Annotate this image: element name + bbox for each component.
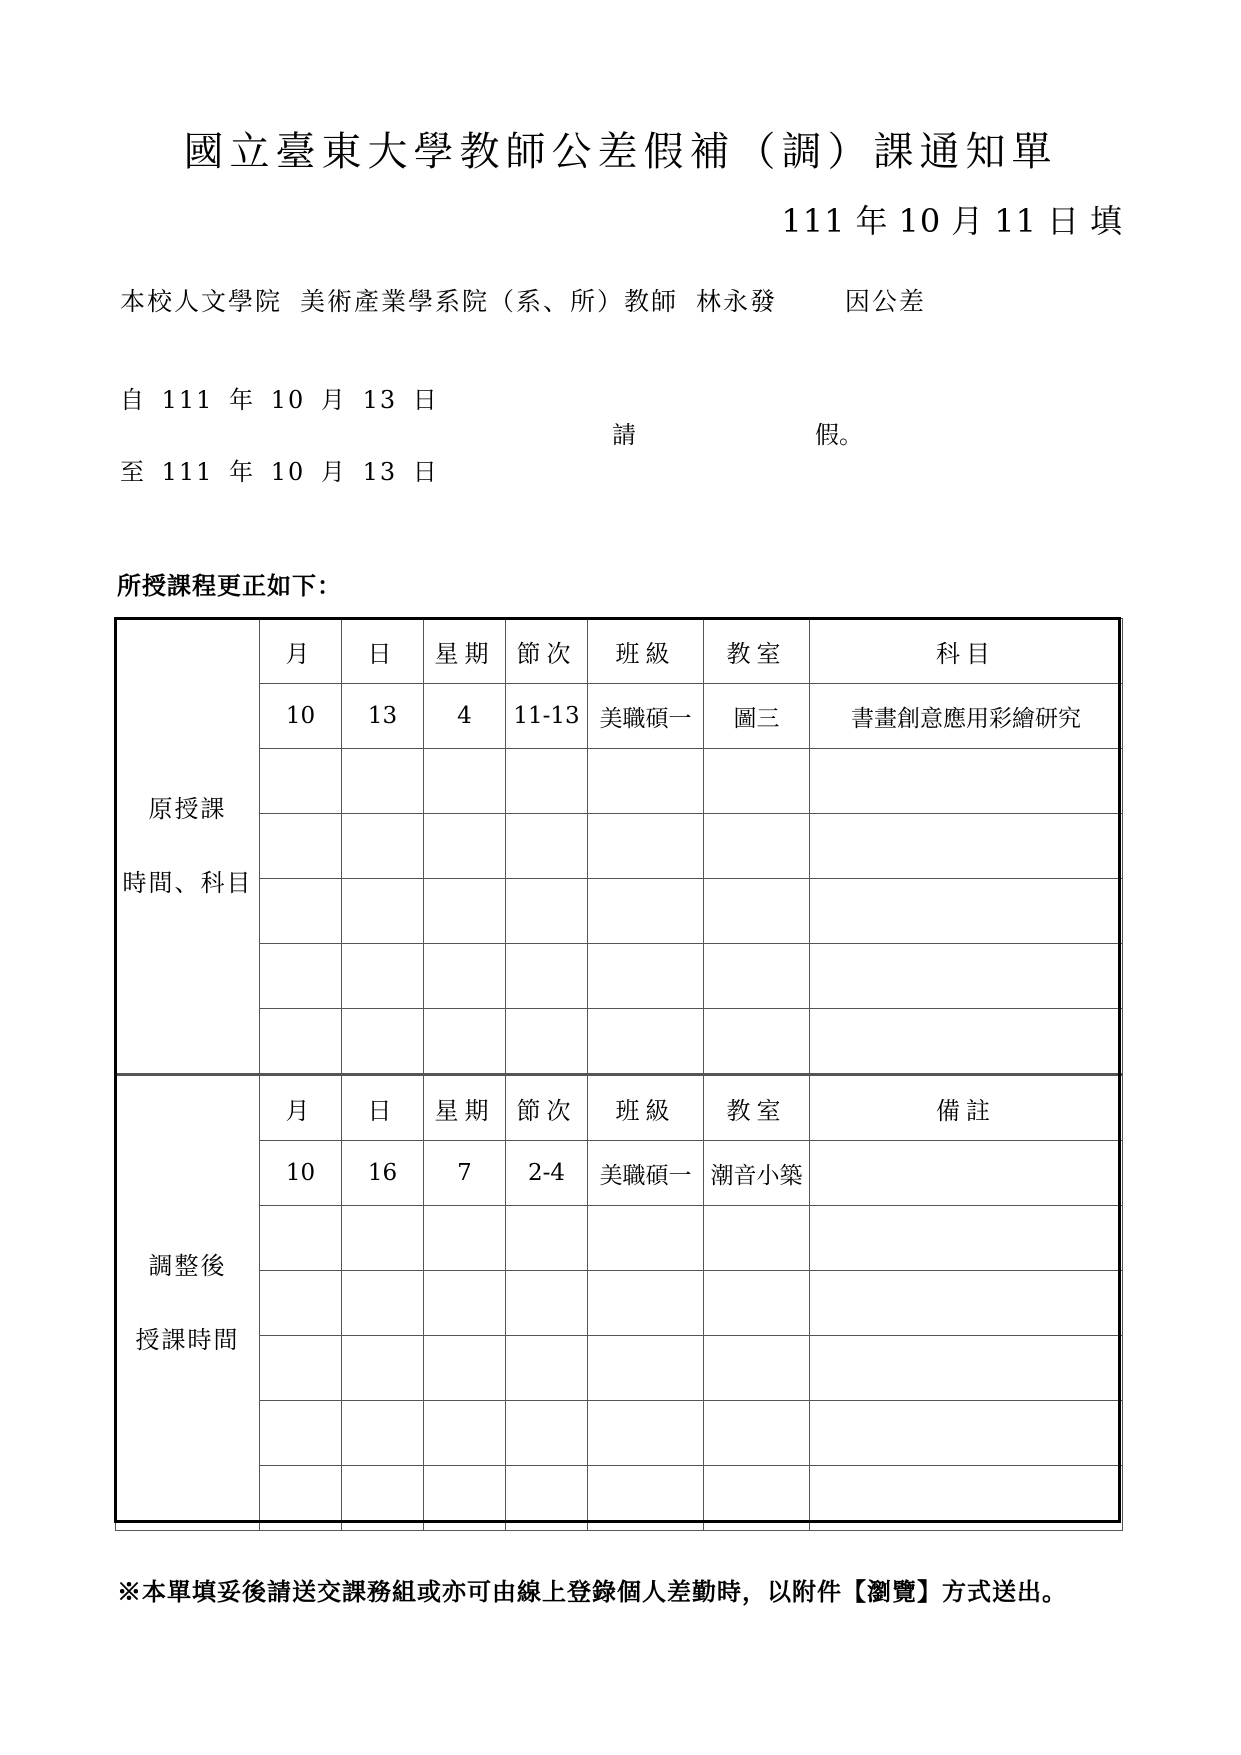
adjusted-cell bbox=[810, 1141, 1123, 1206]
adjusted-cell bbox=[810, 1336, 1123, 1401]
adjusted-cell bbox=[260, 1401, 342, 1466]
adjusted-header-day: 日 bbox=[342, 1075, 424, 1141]
original-cell bbox=[260, 879, 342, 944]
to-year: 111 bbox=[161, 458, 214, 486]
table-row bbox=[116, 684, 1123, 749]
original-cell bbox=[342, 814, 424, 879]
to-month-unit: 月 bbox=[320, 458, 347, 486]
original-cell bbox=[260, 814, 342, 879]
adjusted-header-row bbox=[116, 1075, 1123, 1141]
original-cell: 11-13 bbox=[506, 684, 588, 749]
original-cell bbox=[506, 879, 588, 944]
original-cell bbox=[810, 944, 1123, 1009]
original-cell bbox=[588, 1009, 704, 1075]
adjusted-cell bbox=[424, 1271, 506, 1336]
adjusted-cell bbox=[342, 1466, 424, 1531]
adjusted-cell: 16 bbox=[342, 1141, 424, 1206]
adjusted-header-period: 節次 bbox=[506, 1075, 588, 1141]
adjusted-cell bbox=[810, 1466, 1123, 1531]
course-table bbox=[115, 618, 1123, 1531]
original-cell bbox=[260, 749, 342, 814]
adjusted-cell bbox=[424, 1401, 506, 1466]
adjusted-cell bbox=[506, 1206, 588, 1271]
original-cell bbox=[260, 944, 342, 1009]
original-cell bbox=[588, 749, 704, 814]
adjusted-header-remarks: 備註 bbox=[810, 1075, 1123, 1141]
original-cell bbox=[704, 944, 810, 1009]
adjusted-cell bbox=[810, 1206, 1123, 1271]
original-header-room: 教室 bbox=[704, 619, 810, 684]
adjusted-cell bbox=[704, 1401, 810, 1466]
adjusted-cell bbox=[424, 1466, 506, 1531]
leave-jia: 假。 bbox=[815, 421, 863, 449]
table-row bbox=[116, 1466, 1123, 1531]
adjusted-header-class: 班級 bbox=[588, 1075, 704, 1141]
filled-year: 111 bbox=[781, 202, 846, 240]
original-header-subject: 科目 bbox=[810, 619, 1123, 684]
original-cell bbox=[424, 814, 506, 879]
original-cell bbox=[342, 944, 424, 1009]
adjusted-cell bbox=[424, 1336, 506, 1401]
original-cell bbox=[342, 879, 424, 944]
adjusted-section-label bbox=[116, 1075, 260, 1531]
applicant-line bbox=[120, 282, 934, 318]
adjusted-cell bbox=[260, 1271, 342, 1336]
filled-date bbox=[771, 196, 1123, 242]
table-row bbox=[116, 1401, 1123, 1466]
adjusted-label-line2: 授課時間 bbox=[135, 1326, 240, 1354]
adjusted-cell bbox=[260, 1466, 342, 1531]
original-cell bbox=[342, 1009, 424, 1075]
adjusted-header-weekday: 星期 bbox=[424, 1075, 506, 1141]
table-row bbox=[116, 814, 1123, 879]
original-header-period: 節次 bbox=[506, 619, 588, 684]
original-cell bbox=[506, 749, 588, 814]
original-cell bbox=[704, 1009, 810, 1075]
original-cell bbox=[506, 814, 588, 879]
original-header-month: 月 bbox=[260, 619, 342, 684]
adjusted-cell bbox=[588, 1336, 704, 1401]
from-day: 13 bbox=[362, 386, 398, 414]
filled-month-unit: 月 bbox=[951, 202, 985, 240]
adjusted-cell bbox=[810, 1401, 1123, 1466]
table-row bbox=[116, 879, 1123, 944]
original-cell bbox=[810, 879, 1123, 944]
adjusted-cell bbox=[342, 1206, 424, 1271]
adjusted-cell bbox=[260, 1336, 342, 1401]
to-label: 至 bbox=[120, 458, 146, 486]
table-row bbox=[116, 944, 1123, 1009]
original-cell bbox=[588, 879, 704, 944]
original-header-weekday: 星期 bbox=[424, 619, 506, 684]
from-year: 111 bbox=[161, 386, 214, 414]
table-row bbox=[116, 1271, 1123, 1336]
adjusted-cell bbox=[342, 1271, 424, 1336]
filled-day: 11 bbox=[994, 202, 1037, 240]
adjusted-cell: 潮音小築 bbox=[704, 1141, 810, 1206]
original-cell bbox=[424, 749, 506, 814]
original-label-line1: 原授課 bbox=[148, 795, 227, 823]
original-cell: 美職碩一 bbox=[588, 684, 704, 749]
original-cell bbox=[704, 814, 810, 879]
adjusted-cell: 10 bbox=[260, 1141, 342, 1206]
adjusted-cell bbox=[588, 1401, 704, 1466]
original-cell bbox=[260, 1009, 342, 1075]
period-from bbox=[120, 380, 445, 415]
adjusted-cell bbox=[588, 1466, 704, 1531]
to-day-unit: 日 bbox=[412, 458, 439, 486]
adjusted-cell bbox=[506, 1466, 588, 1531]
original-header-day: 日 bbox=[342, 619, 424, 684]
original-cell: 4 bbox=[424, 684, 506, 749]
adjusted-cell bbox=[506, 1336, 588, 1401]
from-day-unit: 日 bbox=[412, 386, 439, 414]
original-cell bbox=[810, 814, 1123, 879]
form-title: 國立臺東大學教師公差假補（調）課通知單 bbox=[183, 129, 1058, 175]
adjusted-cell: 美職碩一 bbox=[588, 1141, 704, 1206]
original-cell bbox=[810, 749, 1123, 814]
adjusted-cell bbox=[704, 1466, 810, 1531]
adjusted-cell bbox=[810, 1271, 1123, 1336]
adjusted-cell bbox=[260, 1206, 342, 1271]
original-cell bbox=[424, 1009, 506, 1075]
original-cell bbox=[342, 749, 424, 814]
original-label-line2: 時間、科目 bbox=[122, 869, 253, 897]
original-cell bbox=[506, 944, 588, 1009]
adjusted-cell bbox=[342, 1336, 424, 1401]
original-cell bbox=[588, 944, 704, 1009]
applicant-prefix: 本校人文學院 bbox=[120, 287, 283, 316]
original-cell bbox=[424, 944, 506, 1009]
adjusted-header-month: 月 bbox=[260, 1075, 342, 1141]
original-header-row bbox=[116, 619, 1123, 684]
original-header-class: 班級 bbox=[588, 619, 704, 684]
from-month-unit: 月 bbox=[320, 386, 347, 414]
from-year-unit: 年 bbox=[229, 386, 256, 414]
original-cell bbox=[704, 749, 810, 814]
filled-year-unit: 年 bbox=[855, 202, 889, 240]
leave-qing: 請 bbox=[612, 421, 636, 449]
table-row bbox=[116, 1141, 1123, 1206]
adjusted-cell: 2-4 bbox=[506, 1141, 588, 1206]
filled-month: 10 bbox=[898, 202, 942, 240]
table-row bbox=[116, 749, 1123, 814]
table-row bbox=[116, 1336, 1123, 1401]
original-cell bbox=[704, 879, 810, 944]
adjusted-cell bbox=[704, 1271, 810, 1336]
applicant-name: 林永發 bbox=[695, 287, 777, 316]
from-month: 10 bbox=[270, 386, 306, 414]
adjusted-cell bbox=[424, 1206, 506, 1271]
filled-day-unit: 日 bbox=[1046, 202, 1080, 240]
adjusted-cell bbox=[506, 1401, 588, 1466]
adjusted-cell bbox=[342, 1401, 424, 1466]
period-to bbox=[120, 452, 445, 487]
applicant-reason: 因公差 bbox=[844, 287, 926, 316]
adjusted-cell bbox=[704, 1206, 810, 1271]
courses-label: 所授課程更正如下： bbox=[117, 571, 342, 600]
to-year-unit: 年 bbox=[229, 458, 256, 486]
footnote: ※本單填妥後請送交課務組或亦可由線上登錄個人差勤時，以附件【瀏覽】方式送出。 bbox=[117, 1577, 1067, 1606]
adjusted-cell bbox=[704, 1336, 810, 1401]
original-cell bbox=[506, 1009, 588, 1075]
to-day: 13 bbox=[362, 458, 398, 486]
adjusted-header-room: 教室 bbox=[704, 1075, 810, 1141]
adjusted-cell bbox=[588, 1206, 704, 1271]
table-row bbox=[116, 1009, 1123, 1075]
original-cell: 圖三 bbox=[704, 684, 810, 749]
adjusted-label-line1: 調整後 bbox=[148, 1252, 227, 1280]
original-section-label bbox=[116, 619, 260, 1075]
adjusted-cell bbox=[588, 1271, 704, 1336]
applicant-department: 美術產業學系院（系、所）教師 bbox=[299, 287, 678, 316]
original-cell bbox=[810, 1009, 1123, 1075]
from-label: 自 bbox=[120, 386, 146, 414]
filled-suffix: 填 bbox=[1089, 202, 1123, 240]
original-cell bbox=[588, 814, 704, 879]
adjusted-cell bbox=[506, 1271, 588, 1336]
original-cell: 書畫創意應用彩繪研究 bbox=[810, 684, 1123, 749]
adjusted-cell: 7 bbox=[424, 1141, 506, 1206]
original-cell: 13 bbox=[342, 684, 424, 749]
table-row bbox=[116, 1206, 1123, 1271]
to-month: 10 bbox=[270, 458, 306, 486]
original-cell: 10 bbox=[260, 684, 342, 749]
original-cell bbox=[424, 879, 506, 944]
